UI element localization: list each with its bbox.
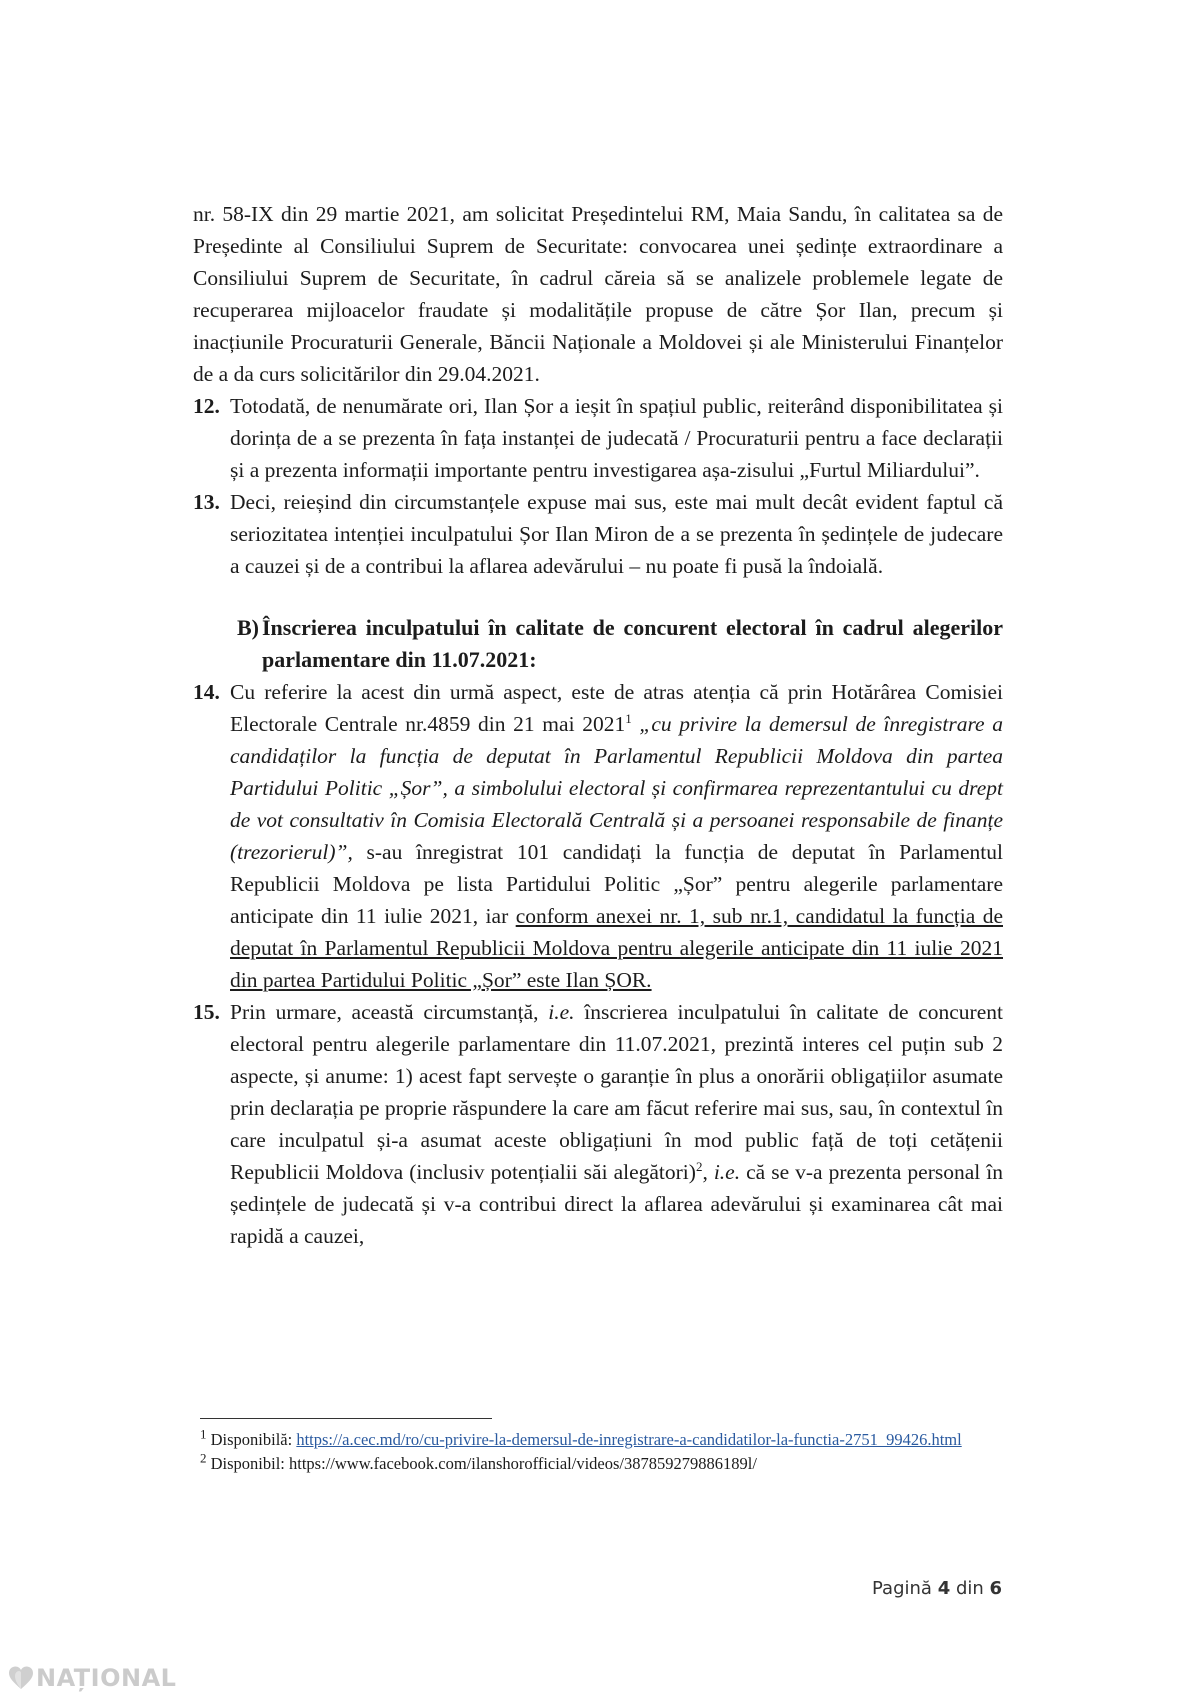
- italic-quote: „cu privire la demersul de înregistrare a candidaților la funcția de deputat în Parlamentul Republicii Moldova din partea Partidului Politic „Șor”, a simbolului electoral și confirmarea reprezentantului cu drept de vot consultativ în Comisia Electorală Centrală și a persoanei responsabile de finanțe (trezorierul)”,: [230, 712, 1003, 864]
- watermark-text: NAȚIONAL: [36, 1664, 177, 1692]
- footnotes: [200, 1428, 1000, 1476]
- paragraph-text-continued: s-au înregistrat 101 candidați la funcția de deputat în Parlamentul Republicii Moldova pe lista Partidului Politic „Șor” pentru alegerile parlamentare anticipate din 11 iulie 2021, iar: [230, 840, 1003, 928]
- paragraph-number: 14.: [193, 680, 220, 704]
- footnote-1: [200, 1428, 1000, 1452]
- page-word: Pagină: [872, 1578, 932, 1599]
- footnote-ref-1: 1: [625, 710, 632, 726]
- footnote-mark: 1: [200, 1426, 207, 1442]
- underlined-text: conform anexei nr. 1, sub nr.1, candidatul la funcția de deputat în Parlamentul Republicii Moldova pentru alegerile anticipate din 11 iulie 2021 din partea Partidului Politic „Șor” este Ilan ȘOR.: [230, 904, 1003, 992]
- document-body: [193, 198, 1003, 1252]
- page-number: [872, 1578, 1002, 1599]
- footnote-2: [200, 1452, 1000, 1476]
- section-letter: B): [237, 615, 259, 640]
- intro-paragraph: nr. 58-IX din 29 martie 2021, am solicitat Președintelui RM, Maia Sandu, în calitatea sa de Președinte al Consiliului Suprem de Securitate: convocarea unei ședințe extraordinare a Consiliului Suprem de Securitate, în cadrul căreia să se analizele problemele legate de recuperarea mijloacelor fraudate și modalitățile propuse de către Șor Ilan, precum și inacțiunile Procuraturii Generale, Băncii Naționale a Moldovei și ale Ministerului Finanțelor de a da curs solicitărilor din 29.04.2021.: [193, 202, 1003, 386]
- footnote-separator: [200, 1418, 492, 1419]
- paragraph-text-end: că se v-a prezenta personal în ședințele de judecată și v-a contribui direct la aflarea adevărului și examinarea cât mai rapidă a cauzei,: [230, 1160, 1003, 1248]
- abbrev-ie: i.e.: [713, 1160, 741, 1184]
- footnote-url: https://www.facebook.com/ilanshorofficial/videos/387859279886189l/: [289, 1454, 757, 1473]
- footnote-link[interactable]: https://a.cec.md/ro/cu-privire-la-demersul-de-inregistrare-a-candidatilor-la-functia-2751_99426.html: [296, 1430, 962, 1449]
- section-heading: [193, 612, 1003, 676]
- paragraph-13: [193, 486, 1003, 582]
- page-current: 4: [937, 1578, 951, 1599]
- paragraph-number: 13.: [193, 490, 220, 514]
- paragraph-number: 15.: [193, 1000, 220, 1024]
- paragraph-text: Prin urmare, această circumstanță,: [230, 1000, 549, 1024]
- heart-logo-icon: [8, 1665, 34, 1691]
- footnote-label: Disponibil:: [210, 1454, 290, 1473]
- paragraph-text-comma: ,: [702, 1160, 714, 1184]
- page-total: 6: [989, 1578, 1003, 1599]
- section-title: Înscrierea inculpatului în calitate de concurent electoral în cadrul alegerilor parlamentare din 11.07.2021:: [262, 615, 1003, 672]
- footnote-label: Disponibilă:: [210, 1430, 297, 1449]
- footnote-mark: 2: [200, 1450, 207, 1466]
- watermark-logo: [8, 1664, 176, 1692]
- paragraph-text: Cu referire la acest din urmă aspect, este de atras atenția că prin Hotărârea Comisiei Electorale Centrale nr.4859 din 21 mai 2021: [230, 680, 1003, 736]
- paragraph-15: [193, 996, 1003, 1252]
- paragraph-14: [193, 676, 1003, 996]
- paragraph-text: Deci, reieșind din circumstanțele expuse mai sus, este mai mult decât evident faptul că seriozitatea intenției inculpatului Șor Ilan Miron de a se prezenta în ședințele de judecare a cauzei și de a contribui la aflarea adevărului – nu poate fi pusă la îndoială.: [230, 490, 1003, 578]
- paragraph-text-continued: înscrierea inculpatului în calitate de concurent electoral pentru alegerile parlamentare din 11.07.2021, prezintă interes cel puțin sub 2 aspecte, și anume: 1) acest fapt servește o garanție în plus a onorării obligațiilor asumate prin declarația pe propriе răspundere la care am făcut referire mai sus, sau, în contextul în care inculpatul și-a asumat aceste obligațiuni în mod public față de toți cetățenii Republicii Moldova (inclusiv potențialii săi alegători): [230, 1000, 1003, 1184]
- abbrev-ie: i.e.: [548, 1000, 575, 1024]
- paragraph-number: 12.: [193, 394, 220, 418]
- page-sep: din: [955, 1578, 984, 1599]
- paragraph-text: Totodată, de nenumărate ori, Ilan Șor a ieșit în spațiul public, reiterând disponibilitatea și dorința de a se prezenta în fața instanței de judecată / Procuraturii pentru a face declarații și a prezenta informații importante pentru investigarea așa-zisului „Furtul Miliardului”.: [230, 394, 1003, 482]
- footnote-ref-2: 2: [695, 1158, 703, 1174]
- paragraph-12: [193, 390, 1003, 486]
